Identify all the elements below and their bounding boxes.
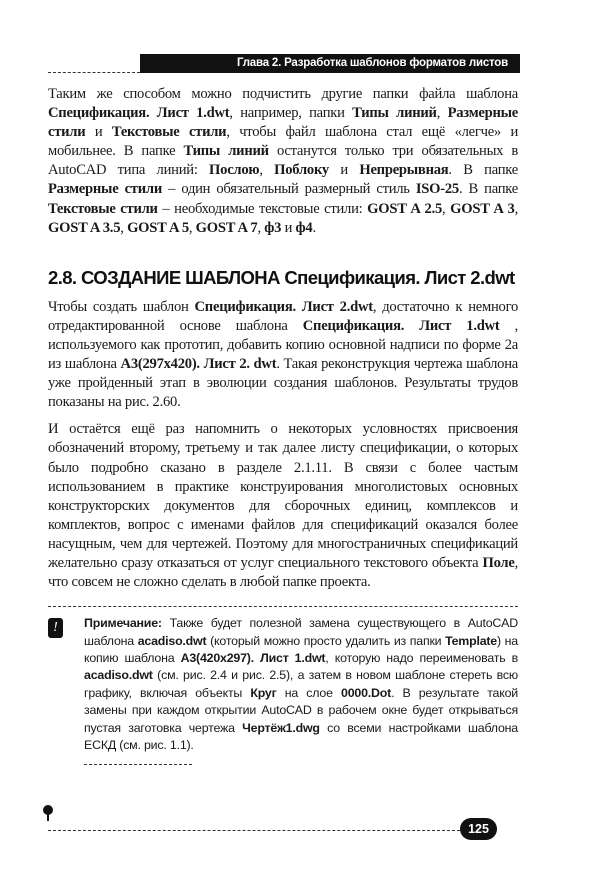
bold-term: Template [445, 633, 498, 648]
text-run: , что совсем не сложно сделать в любой папке проекта. [48, 554, 518, 591]
section-heading: 2.8. СОЗДАНИЕ ШАБЛОНА Спецификация. Лист 2.dwt [48, 266, 515, 288]
text-run: (который можно просто удалить из папки [206, 633, 446, 648]
bold-term: Поблоку [274, 162, 329, 179]
text-run: ) на копию шаблона [84, 633, 518, 665]
text-run: , достаточно к немного отредактированной основе шаблона [48, 298, 518, 334]
bold-term: Размерные стили [48, 181, 162, 198]
bold-term: acadiso.dwt [137, 633, 207, 648]
text-run: , [514, 200, 518, 217]
paragraph-1 [48, 85, 518, 238]
text-run: . [312, 219, 316, 236]
bold-term: А3(420x297). Лист 1.dwt [180, 650, 326, 665]
text-run: , которую надо переименовать в [325, 650, 519, 665]
text-run: со всеми настройками шаблона ЕСКД (см. рис. 1.1). [84, 720, 518, 752]
paragraph-3 [48, 420, 518, 592]
text-run: и [85, 124, 112, 141]
text-run: и [328, 162, 360, 179]
header-divider [48, 72, 140, 73]
page-column [48, 0, 518, 871]
bold-term: Чертёж1.dwg [242, 720, 320, 735]
text-run: – один обязательный размерный стиль [161, 181, 416, 198]
note-block [48, 615, 518, 754]
bold-term: GOST A 3.5 [48, 219, 121, 236]
text-run: . В папке [448, 162, 518, 179]
bold-term: Спецификация. Лист 1.dwt [48, 105, 230, 122]
text-run: , [442, 200, 451, 217]
header-area [48, 54, 518, 73]
text-run: , используемого как прототип, добавить копию основной надписи по форме 2а из шаблона [48, 317, 519, 373]
text-run: – необходимые текстовые стили: [157, 200, 368, 217]
bold-term: ISO-25 [415, 181, 459, 198]
bold-term: А3(297x420). Лист 2. dwt [120, 356, 277, 373]
text-run: Чтобы создать шаблон [48, 298, 195, 315]
bold-term: Типы линий [352, 105, 437, 122]
page-marker-stem [47, 813, 49, 821]
bold-term: Размерные стили [48, 105, 519, 141]
text-run: Также будет полезной замена существующего в AutoCAD шаблона [84, 616, 518, 648]
text-run: , чтобы файл шаблона стал ещё «легче» и мобильнее. В папке [48, 124, 518, 160]
bold-term: GOST A 2.5 [367, 200, 443, 217]
bold-term: Спецификация. Лист 2.dwt [194, 298, 373, 315]
bold-term: Послою [209, 162, 260, 179]
bold-term: GOST A 3 [450, 200, 515, 217]
page-footer [48, 805, 518, 841]
bold-term: Типы линий [183, 143, 269, 160]
text-run: на слое [276, 685, 341, 700]
bold-term: Непрерывная [359, 162, 449, 179]
text-run: , [257, 219, 265, 236]
bold-term: acadiso.dwt [84, 668, 153, 683]
text-run: Таким же способом можно подчистить другие папки файла шаблона [48, 86, 518, 102]
text-run: останутся только три обязательных в AutoCAD типа линий: [48, 143, 518, 179]
text-run: . В папке [458, 181, 518, 198]
text-run: , [188, 219, 196, 236]
page-number: 125 [460, 818, 497, 840]
text-run: . Такая реконструкция чертежа шаблона уже пройденный этап в эволюции создания шаблонов. Результаты трудов показаны на рис. 2.60. [48, 356, 519, 411]
footer-divider [48, 830, 460, 831]
note-text [84, 615, 518, 754]
text-run: , [259, 162, 275, 179]
bold-term: GOST A 5 [127, 219, 189, 236]
text-run: И остаётся ещё раз напомнить о некоторых условностях присвоения обозначений второму, третьему и так далее листу спецификации, о которых было подробно сказано в разделе 2.1.11. В связи с более частым использованием в практике конструирования многолистовых основных конструкторских документов для сборочных единиц, комплексов и комплектов, вопрос с именами файлов для спецификаций оказался более насущным, чем для чертежей. Поэтому для многостраничных спецификаций желательно сразу отказаться от услуг специального текстового объекта [48, 421, 518, 571]
bold-term: Круг [250, 685, 277, 700]
paragraph-2 [48, 298, 518, 413]
text-run: , например, папки [229, 105, 353, 122]
bold-term: Поле [482, 554, 515, 571]
text-run: и [281, 219, 296, 236]
bold-term: GOST A 7 [195, 219, 258, 236]
bold-term: Текстовые стили [48, 200, 158, 217]
bold-term: Спецификация. Лист 1.dwt [302, 317, 500, 334]
bold-term: ф4 [295, 219, 313, 236]
text-run: . В результате такой замены при каждом открытии AutoCAD в рабочем окне будет открываться пустая заготовка чертежа [84, 685, 518, 735]
exclamation-note-icon: ! [48, 618, 63, 638]
bold-term: 0000.Dot [341, 685, 392, 700]
text-run: , [120, 219, 128, 236]
bold-term: Примечание: [84, 616, 162, 631]
chapter-header: Глава 2. Разработка шаблонов форматов листов [140, 54, 520, 73]
note-top-divider [48, 606, 518, 607]
note-bottom-divider [84, 764, 192, 765]
bold-term: Текстовые стили [111, 124, 227, 141]
bold-term: ф3 [264, 219, 282, 236]
text-run: (см. рис. 2.4 и рис. 2.5), а затем в новом шаблоне стереть всю графику, включая объекты [84, 668, 518, 700]
text-run: , [436, 105, 448, 122]
